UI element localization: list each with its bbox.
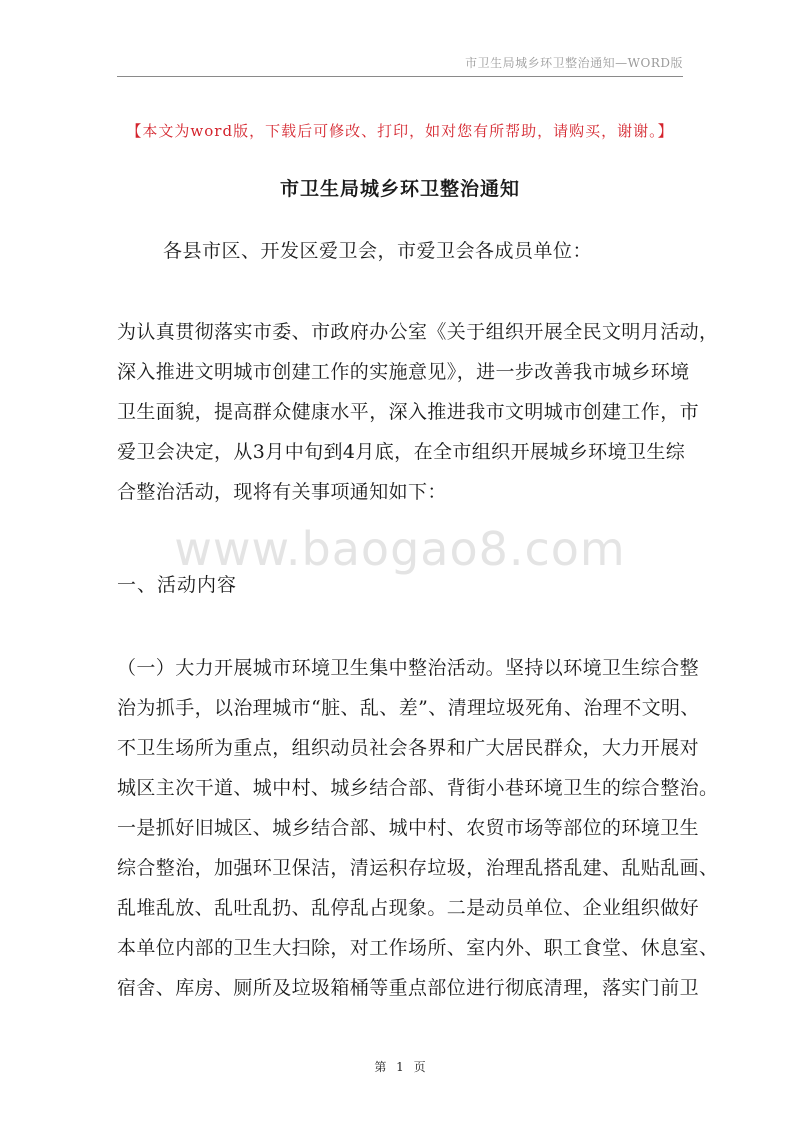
paragraph-line: 乱堆乱放、乱吐乱扔、乱停乱占现象。二是动员单位、企业组织做好 — [117, 897, 700, 919]
paragraph-line: 治为抓手，以治理城市“脏、乱、差”、清理垃圾死角、治理不文明、 — [117, 697, 700, 719]
page-prefix: 第 — [374, 1060, 387, 1074]
activity-paragraph — [117, 648, 719, 1008]
intro-paragraph — [117, 312, 719, 512]
paragraph-line: 不卫生场所为重点，组织动员社会各界和广大居民群众，大力开展对 — [117, 737, 700, 759]
download-notice: 【本文为word版，下载后可修改、打印，如对您有所帮助，请购买，谢谢。】 — [126, 122, 674, 140]
paragraph-line: 合整治活动，现将有关事项通知如下： — [117, 481, 447, 503]
paragraph-line: 综合整治，加强环卫保洁，清运积存垃圾，治理乱搭乱建、乱贴乱画、 — [117, 857, 719, 879]
paragraph-line: 本单位内部的卫生大扫除，对工作场所、室内外、职工食堂、休息室、 — [117, 937, 719, 959]
page-suffix: 页 — [413, 1060, 426, 1074]
paragraph-line: 宿舍、库房、厕所及垃圾箱桶等重点部位进行彻底清理，落实门前卫 — [117, 977, 700, 999]
page-footer — [0, 1058, 800, 1075]
header-divider — [117, 76, 683, 77]
paragraph-line: （一）大力开展城市环境卫生集中整治活动。坚持以环境卫生综合整 — [117, 657, 700, 679]
section-heading: 一、活动内容 — [117, 574, 238, 596]
running-header: 市卫生局城乡环卫整治通知—WORD版 — [465, 56, 683, 70]
page-number: 1 — [396, 1060, 404, 1074]
paragraph-line: 爱卫会决定，从3月中旬到4月底，在全市组织开展城乡环境卫生综 — [117, 441, 686, 463]
watermark: www.baogao8.com — [174, 522, 626, 576]
paragraph-line: 为认真贯彻落实市委、市政府办公室《关于组织开展全民文明月活动， — [117, 321, 719, 343]
document-title: 市卫生局城乡环卫整治通知 — [279, 178, 520, 200]
paragraph-line: 城区主次干道、城中村、城乡结合部、背街小巷环境卫生的综合整治。 — [117, 777, 719, 799]
paragraph-line: 一是抓好旧城区、城乡结合部、城中村、农贸市场等部位的环境卫生 — [117, 817, 700, 839]
paragraph-line: 深入推进文明城市创建工作的实施意见》，进一步改善我市城乡环境 — [117, 361, 690, 383]
paragraph-line: 卫生面貌，提高群众健康水平，深入推进我市文明城市创建工作，市 — [117, 401, 700, 423]
salutation: 各县市区、开发区爱卫会，市爱卫会各成员单位： — [163, 240, 593, 262]
